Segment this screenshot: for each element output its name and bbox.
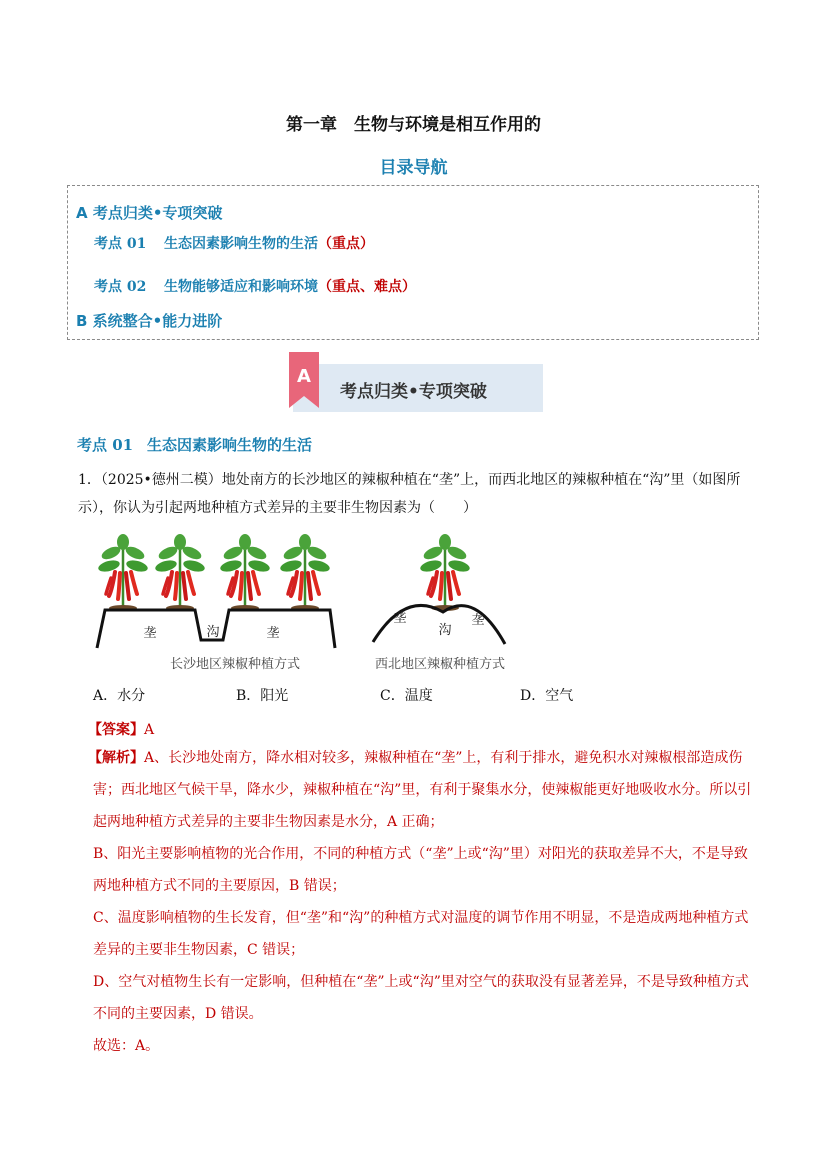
toc-title: 目录导航 <box>379 158 448 178</box>
explanation-paragraph-a: 【解析】A、长沙地处南方，降水相对较多，辣椒种植在“垄”上，有利于排水，避免积水对辣椒根部造成伤害；西北地区气候干旱，降水少，辣椒种植在“沟”里，有利于聚集水分，使辣椒能更好地吸收水分。所以引起两地种植方式差异的主要非生物因素是水分，A 正确； <box>88 750 752 830</box>
fig-left-label-3: 垄 <box>266 626 280 641</box>
toc-section-a[interactable]: A 考点归类•专项突破 <box>76 204 223 222</box>
option-d[interactable]: D．空气 <box>520 688 574 704</box>
section-banner <box>285 352 543 414</box>
fig-right-label-2: 沟 <box>438 623 452 638</box>
toc-item-tag: （重点、难点） <box>318 279 416 295</box>
option-b[interactable]: B．阳光 <box>236 688 289 704</box>
fig-left-caption: 长沙地区辣椒种植方式 <box>169 657 301 672</box>
question-text: 1．（2025•德州二模）地处南方的长沙地区的辣椒种植在“垄”上，而西北地区的辣椒种植在“沟”里（如图所示），你认为引起两地种植方式差异的主要非生物因素为（ ） <box>78 472 741 516</box>
explanation-paragraph-b: B、阳光主要影响植物的光合作用，不同的种植方式（“垄”上或“沟”里）对阳光的获取差异不大，不是导致两地种植方式不同的主要原因，B 错误； <box>93 846 748 894</box>
chapter-title: 第一章 生物与环境是相互作用的 <box>286 115 541 135</box>
fig-left-label-2: 沟 <box>206 625 220 640</box>
toc-item-1[interactable] <box>94 233 374 253</box>
toc-box <box>67 185 759 340</box>
explanation-conclusion: 故选：A。 <box>93 1038 160 1054</box>
explanation-paragraph-d: D、空气对植物生长有一定影响，但种植在“垄”上或“沟”里对空气的获取没有显著差异，不是导致种植方式不同的主要因素，D 错误。 <box>93 974 749 1022</box>
answer-label: 【答案】 <box>88 722 144 738</box>
kp-heading <box>77 434 312 455</box>
explanation-label: 【解析】 <box>88 750 144 766</box>
explanation <box>88 742 759 1062</box>
toc-section-b[interactable]: B 系统整合•能力进阶 <box>76 312 223 330</box>
fig-right-label-3: 垄 <box>471 613 485 628</box>
fig-left-label-1: 垄 <box>143 626 157 641</box>
fig-right-caption: 西北地区辣椒种植方式 <box>374 657 506 672</box>
bookmark-icon <box>285 352 325 414</box>
banner-text: 考点归类•专项突破 <box>340 382 487 402</box>
kp-text: 生态因素影响生物的生活 <box>147 436 313 454</box>
pepper-planting-figure <box>95 530 515 680</box>
banner-letter: A <box>297 366 311 387</box>
kp-num: 考点 01 <box>77 436 134 454</box>
option-c[interactable]: C．温度 <box>380 688 433 704</box>
toc-item-text: 生物能够适应和影响环境 <box>164 279 318 295</box>
toc-item-tag: （重点） <box>318 236 374 252</box>
answer-value: A <box>144 722 155 738</box>
toc-item-num: 考点 02 <box>94 279 147 295</box>
explanation-paragraph-c: C、温度影响植物的生长发育，但“垄”和“沟”的种植方式对温度的调节作用不明显，不是造成两地种植方式差异的主要非生物因素，C 错误； <box>93 910 749 958</box>
answer-line <box>88 719 154 739</box>
option-a[interactable]: A．水分 <box>93 688 146 704</box>
toc-item-2[interactable] <box>94 276 416 296</box>
toc-item-text: 生态因素影响生物的生活 <box>164 236 318 252</box>
toc-item-num: 考点 01 <box>94 236 147 252</box>
fig-right-label-1: 垄 <box>393 611 407 626</box>
